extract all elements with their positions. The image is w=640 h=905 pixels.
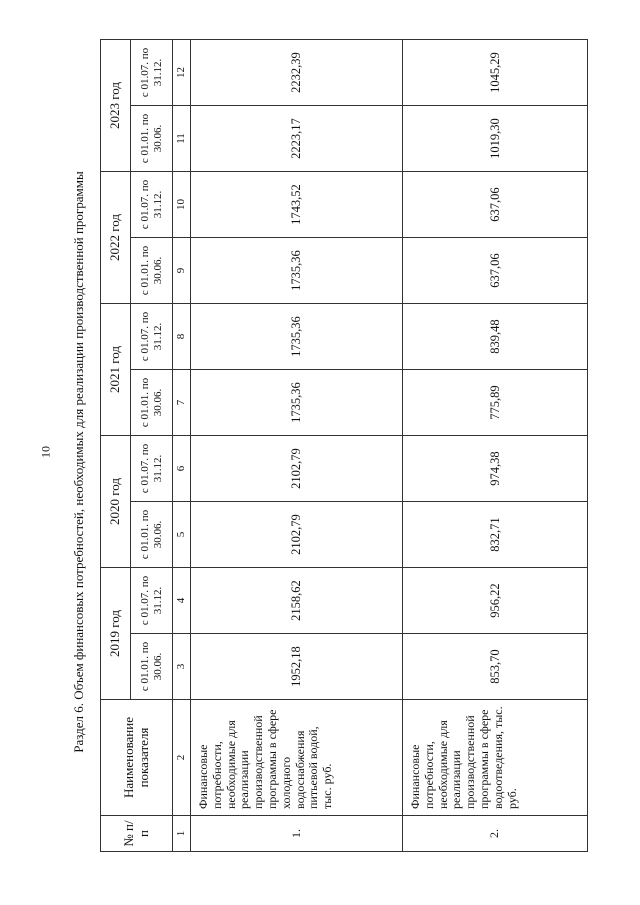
header-year-2023: 2023 год — [101, 40, 131, 172]
value-cell: 775,89 — [403, 370, 588, 436]
value-cell: 1019,30 — [403, 106, 588, 172]
header-year-2020: 2020 год — [101, 436, 131, 568]
column-index: 2 — [173, 700, 191, 816]
value-cell: 1743,52 — [191, 172, 403, 238]
column-index: 11 — [173, 106, 191, 172]
value-cell: 1045,29 — [403, 40, 588, 106]
value-cell: 2102,79 — [191, 436, 403, 502]
value-cell: 839,48 — [403, 304, 588, 370]
header-period-h1: с 01.01. по 30.06. — [131, 106, 173, 172]
value-cell: 2232,39 — [191, 40, 403, 106]
financial-needs-table-container — [100, 40, 587, 852]
header-period-h2: с 01.07. по 31.12. — [131, 40, 173, 106]
value-cell: 832,71 — [403, 502, 588, 568]
header-period-h1: с 01.01. по 30.06. — [131, 370, 173, 436]
column-index: 7 — [173, 370, 191, 436]
column-index: 5 — [173, 502, 191, 568]
row-number: 1. — [191, 816, 403, 852]
column-index: 9 — [173, 238, 191, 304]
header-period-h1: с 01.01. по 30.06. — [131, 238, 173, 304]
column-index: 3 — [173, 634, 191, 700]
value-cell: 956,22 — [403, 568, 588, 634]
value-cell: 637,06 — [403, 172, 588, 238]
value-cell: 1952,18 — [191, 634, 403, 700]
header-period-h2: с 01.07. по 31.12. — [131, 436, 173, 502]
value-cell: 2158,62 — [191, 568, 403, 634]
indicator-name: Финансовые потребности, необходимые для реализации производственной программы в сфере холодного водоснабжения питьевой водой, тыс. руб. — [191, 700, 403, 816]
value-cell: 974,38 — [403, 436, 588, 502]
column-index: 10 — [173, 172, 191, 238]
header-period-h2: с 01.07. по 31.12. — [131, 568, 173, 634]
column-index: 12 — [173, 40, 191, 106]
column-index: 8 — [173, 304, 191, 370]
column-index-row — [173, 40, 191, 852]
header-year-2021: 2021 год — [101, 304, 131, 436]
value-cell: 853,70 — [403, 634, 588, 700]
header-year-2019: 2019 год — [101, 568, 131, 700]
header-year-2022: 2022 год — [101, 172, 131, 304]
header-row-number: № п/п — [101, 816, 173, 852]
header-period-h1: с 01.01. по 30.06. — [131, 634, 173, 700]
header-period-h2: с 01.07. по 31.12. — [131, 172, 173, 238]
column-index: 6 — [173, 436, 191, 502]
value-cell: 1735,36 — [191, 370, 403, 436]
header-indicator-name: Наименование показателя — [101, 700, 173, 816]
column-index: 4 — [173, 568, 191, 634]
page-number: 10 — [38, 446, 53, 458]
table-row — [403, 40, 588, 852]
financial-needs-table — [100, 39, 588, 852]
section-caption: Раздел 6. Объем финансовых потребностей, необходимых для реализации производственной программы — [71, 171, 86, 753]
header-period-h2: с 01.07. по 31.12. — [131, 304, 173, 370]
value-cell: 1735,36 — [191, 304, 403, 370]
table-row — [191, 40, 403, 852]
value-cell: 1735,36 — [191, 238, 403, 304]
year-header-row — [101, 40, 131, 852]
value-cell: 2102,79 — [191, 502, 403, 568]
value-cell: 637,06 — [403, 238, 588, 304]
row-number: 2. — [403, 816, 588, 852]
header-period-h1: с 01.01. по 30.06. — [131, 502, 173, 568]
column-index: 1 — [173, 816, 191, 852]
indicator-name: Финансовые потребности, необходимые для реализации производственной программы в сфере водоотведения, тыс. руб. — [403, 700, 588, 816]
value-cell: 2223,17 — [191, 106, 403, 172]
